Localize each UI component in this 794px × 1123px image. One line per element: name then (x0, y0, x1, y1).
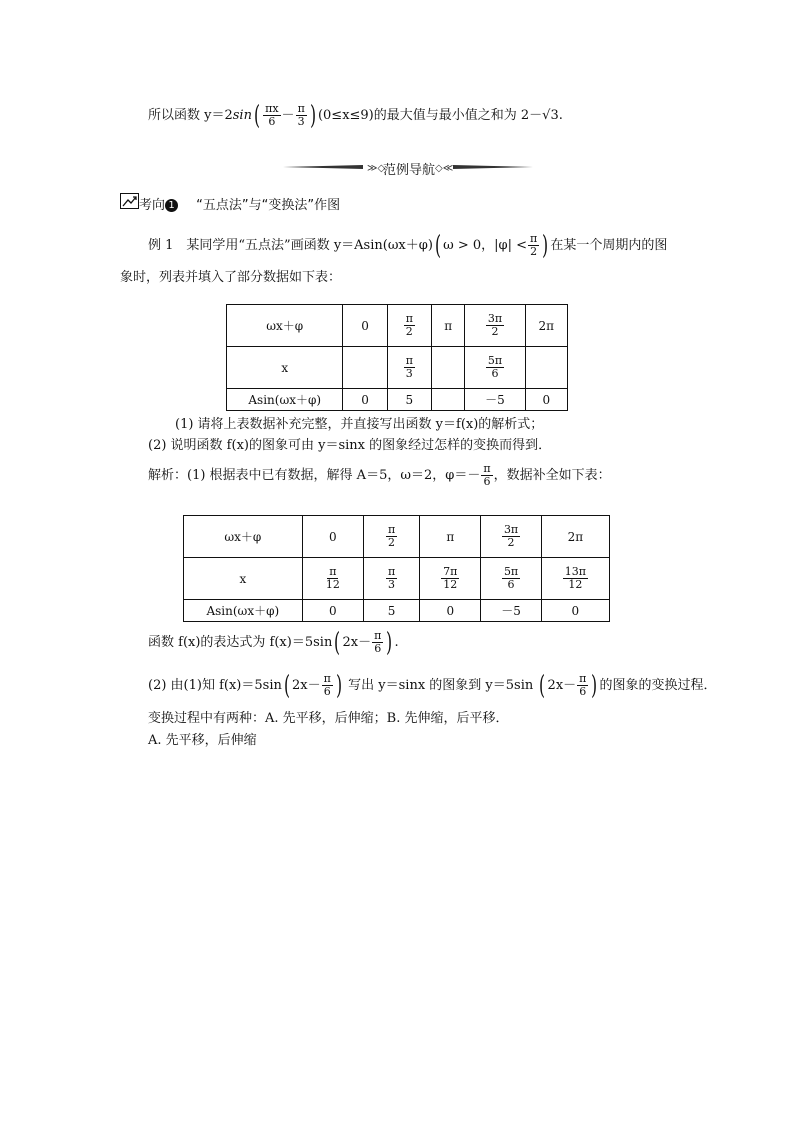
table-cell (431, 389, 464, 411)
paren-left: ( (253, 100, 261, 131)
table-cell (465, 347, 525, 389)
text: 2x－ (342, 635, 372, 650)
frac-num: π (387, 523, 396, 536)
table-cell: Asin(ωx＋φ) (227, 389, 343, 411)
frac-den: 6 (579, 685, 587, 698)
table-cell: －5 (481, 600, 541, 622)
frac-num: 7π (443, 565, 458, 578)
table-cell: 0 (343, 389, 387, 411)
fraction (441, 566, 459, 591)
fraction (386, 566, 397, 591)
fraction (372, 630, 383, 655)
table-cell: 5 (387, 389, 431, 411)
table-row (227, 389, 568, 411)
table-cell: Asin(ωx＋φ) (184, 600, 303, 622)
frac-num: 5π (487, 354, 503, 367)
conclusion-line (148, 100, 563, 131)
paren-right: ) (591, 670, 598, 701)
table-2 (183, 515, 610, 622)
table-cell (302, 558, 363, 600)
paren-right: ) (386, 627, 393, 658)
paren-left: ( (283, 670, 290, 701)
kaoxiang-heading (139, 194, 340, 213)
trend-icon (120, 193, 139, 209)
text: 例 1 某同学用“五点法”画函数 y＝Asin(ωx＋φ) (148, 238, 433, 253)
frac-num: 3π (487, 312, 503, 325)
text: 解析：(1) 根据表中已有数据，解得 A＝5，ω＝2，φ＝－ (148, 468, 481, 483)
paren-left: ( (334, 627, 341, 658)
frac-num: π (405, 312, 413, 325)
example-line1 (148, 230, 668, 261)
frac-den: 6 (483, 475, 491, 488)
frac-den: 3 (405, 367, 413, 380)
fraction (481, 463, 492, 488)
paren-left: ( (434, 230, 442, 261)
frac-den: 2 (507, 536, 515, 549)
text: . (558, 108, 563, 123)
solution-line (148, 463, 611, 488)
fraction (577, 673, 588, 698)
table-cell: x (227, 347, 343, 389)
frac-den: 6 (507, 578, 515, 591)
frac-num: π (530, 232, 538, 245)
table-cell (481, 516, 541, 558)
paren-left: ( (539, 670, 546, 701)
table-cell: 5 (363, 600, 419, 622)
frac-num: π (483, 462, 491, 475)
text: 的最大值与最小值之和为 2－ (373, 108, 543, 123)
table-cell: －5 (465, 389, 525, 411)
frac-den: 6 (268, 115, 276, 128)
table-cell (363, 558, 419, 600)
frac-den: 3 (388, 578, 396, 591)
text: (2) 由(1)知 f(x)＝5sin (148, 678, 282, 693)
table-cell: π (420, 516, 481, 558)
text: ，数据补全如下表： (493, 468, 611, 483)
table-row (227, 305, 568, 347)
table-cell: ωx＋φ (227, 305, 343, 347)
fraction (296, 103, 307, 128)
table-cell (541, 558, 609, 600)
table-cell: 2π (525, 305, 567, 347)
expression-line (148, 627, 399, 658)
text: 所以函数 y＝2 (148, 108, 233, 123)
frac-den: 6 (374, 642, 382, 655)
frac-den: 12 (325, 578, 340, 591)
kaoxiang-label: 考向 (139, 198, 166, 213)
domain: (0≤x≤9) (317, 108, 374, 123)
fraction (386, 524, 397, 549)
fraction (528, 233, 539, 258)
table-cell: x (184, 558, 303, 600)
table-cell: 0 (302, 516, 363, 558)
divider-ornament-left: ≫◇ (367, 163, 386, 174)
frac-num: π (297, 102, 305, 115)
fraction (502, 524, 520, 549)
circle-number: 1 (165, 199, 178, 212)
frac-num: πx (265, 102, 279, 115)
text: 的图象的变换过程． (599, 678, 717, 693)
table-cell: 0 (343, 305, 387, 347)
table-cell (431, 347, 464, 389)
frac-num: π (329, 565, 337, 578)
minus: － (281, 108, 295, 123)
frac-num: 3π (503, 523, 519, 536)
frac-den: 3 (297, 115, 305, 128)
process-line: 变换过程中有两种：A. 先平移，后伸缩；B. 先伸缩，后平移． (148, 711, 509, 726)
fraction (502, 566, 520, 591)
frac-den: 2 (388, 536, 396, 549)
frac-num: π (323, 672, 331, 685)
text: 写出 y＝sinx 的图象到 y＝5sin (348, 678, 534, 693)
table-cell (363, 516, 419, 558)
paren-right: ) (335, 670, 342, 701)
fraction (324, 566, 342, 591)
table-cell: 0 (525, 389, 567, 411)
part2-line (148, 670, 717, 701)
section-title: 范例导航 (383, 163, 436, 178)
table-row (227, 347, 568, 389)
frac-num: π (579, 672, 587, 685)
table-cell (465, 305, 525, 347)
frac-den: 2 (530, 245, 538, 258)
fraction (486, 355, 504, 380)
fraction (263, 103, 280, 128)
frac-den: 2 (405, 325, 413, 338)
paren-right: ) (542, 230, 549, 261)
table-row (184, 558, 610, 600)
divider-left-line (283, 165, 363, 169)
table-cell (387, 347, 431, 389)
frac-num: 13π (564, 565, 586, 578)
question-1: (1) 请将上表数据补充完整，并直接写出函数 y＝f(x)的解析式； (175, 417, 544, 432)
table-cell (343, 347, 387, 389)
sqrt: √3 (542, 108, 559, 123)
table-cell (420, 558, 481, 600)
table-cell: 2π (541, 516, 609, 558)
paren-right: ) (309, 100, 316, 131)
text: 函数 f(x)的表达式为 f(x)＝5sin (148, 635, 333, 650)
table-cell (387, 305, 431, 347)
fraction (404, 355, 415, 380)
table-cell: 0 (302, 600, 363, 622)
table-cell: 0 (541, 600, 609, 622)
divider-ornament-right: ◇≪ (435, 163, 454, 174)
fraction (563, 566, 588, 591)
frac-den: 6 (491, 367, 499, 380)
text: 在某一个周期内的图 (550, 238, 668, 253)
table-cell: 0 (420, 600, 481, 622)
text: 2x－ (292, 678, 321, 693)
table-cell: ωx＋φ (184, 516, 303, 558)
kaoxiang-title: “五点法”与“变换法”作图 (196, 198, 341, 213)
table-row (184, 600, 610, 622)
frac-den: 12 (568, 578, 583, 591)
frac-num: π (374, 629, 382, 642)
sin-text: sin (232, 108, 252, 123)
fraction (486, 313, 504, 338)
fraction (322, 673, 333, 698)
text: ω > 0，|φ| < (443, 238, 528, 253)
question-2: (2) 说明函数 f(x)的图象可由 y＝sinx 的图象经过怎样的变换而得到． (148, 438, 552, 453)
frac-den: 12 (443, 578, 458, 591)
frac-num: π (387, 565, 396, 578)
frac-den: 6 (323, 685, 331, 698)
divider-right-line (453, 165, 533, 169)
table-cell (525, 347, 567, 389)
trend-arrow-icon (121, 194, 138, 208)
table-row (184, 516, 610, 558)
text: . (394, 635, 399, 650)
table-cell (481, 558, 541, 600)
table-cell: π (431, 305, 464, 347)
example-line2: 象时，列表并填入了部分数据如下表： (120, 270, 342, 285)
table-1 (226, 304, 568, 411)
process-a-line: A. 先平移，后伸缩 (148, 733, 257, 748)
frac-num: 5π (503, 565, 519, 578)
frac-den: 2 (491, 325, 499, 338)
fraction (404, 313, 415, 338)
text: 2x－ (547, 678, 577, 693)
frac-num: π (405, 354, 413, 367)
